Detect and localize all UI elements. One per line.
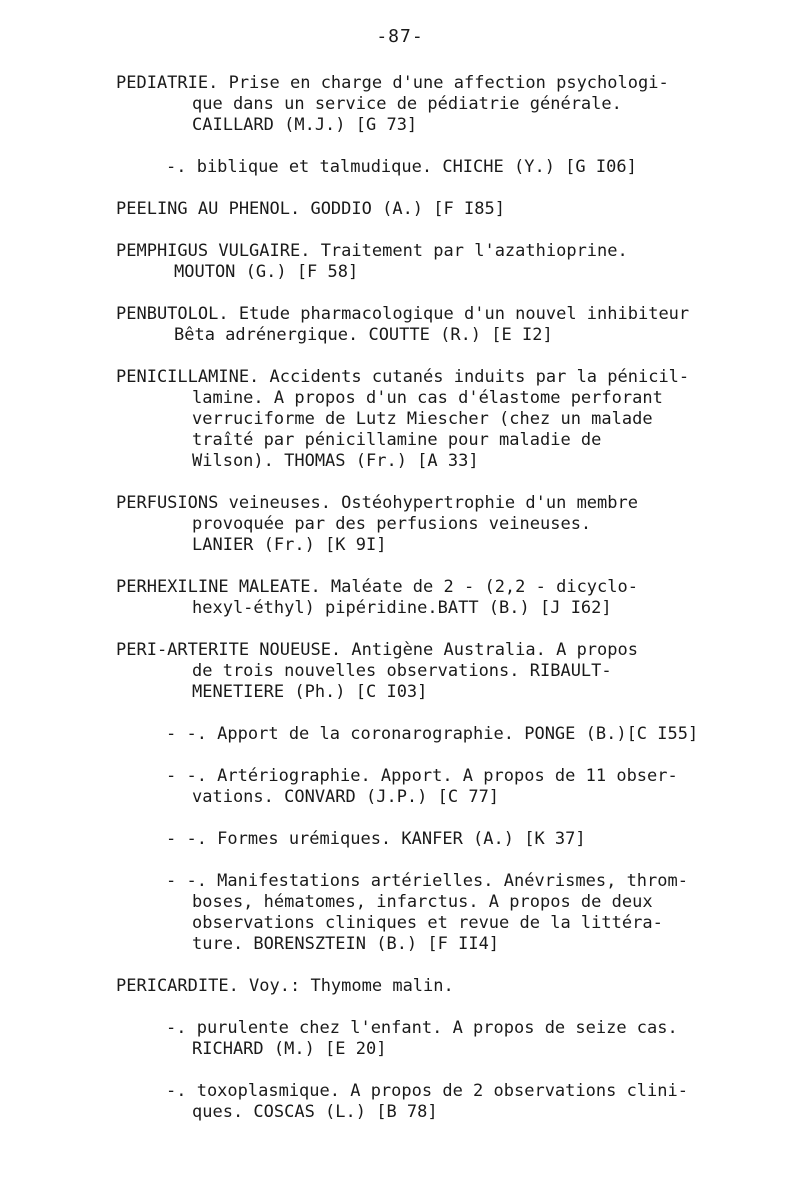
entry-line: ques. COSCAS (L.) [B 78] xyxy=(192,1102,438,1122)
entry-line: - -. Formes urémiques. KANFER (A.) [K 37] xyxy=(166,829,586,849)
entry-line: -. purulente chez l'enfant. A propos de seize cas. xyxy=(166,1018,678,1038)
entry-line: - -. Manifestations artérielles. Anévrismes, throm- xyxy=(166,871,688,891)
entry-line: provoquée par des perfusions veineuses. xyxy=(192,514,592,534)
index-entries xyxy=(116,73,716,1144)
entry-line: PEELING AU PHENOL. GODDIO (A.) [F I85] xyxy=(116,199,505,219)
entry-line: PEMPHIGUS VULGAIRE. Traitement par l'azathioprine. xyxy=(116,241,628,261)
entry-peeling xyxy=(116,199,716,220)
subentry-biblique xyxy=(166,157,716,178)
entry-line: - -. Apport de la coronarographie. PONGE (B.)[C I55] xyxy=(166,724,699,744)
entry-line: PERFUSIONS veineuses. Ostéohypertrophie d'un membre xyxy=(116,493,638,513)
entry-perhexiline xyxy=(116,577,716,619)
entry-line: PENICILLAMINE. Accidents cutanés induits par la pénicil- xyxy=(116,367,690,387)
entry-pediatrie xyxy=(116,73,716,136)
subentry-purulente xyxy=(166,1018,716,1060)
entry-penicillamine xyxy=(116,367,716,472)
entry-pemphigus xyxy=(116,241,716,283)
entry-line: Bêta adrénergique. COUTTE (R.) [E I2] xyxy=(174,325,553,345)
entry-line: MENETIERE (Ph.) [C I03] xyxy=(192,682,428,702)
entry-line: PERI-ARTERITE NOUEUSE. Antigène Australia. A propos xyxy=(116,640,638,660)
entry-line: PERICARDITE. Voy.: Thymome malin. xyxy=(116,976,454,996)
entry-line: MOUTON (G.) [F 58] xyxy=(174,262,359,282)
page-number: -87- xyxy=(376,26,424,47)
subentry-formes-uremiques xyxy=(166,829,716,850)
entry-line: vations. CONVARD (J.P.) [C 77] xyxy=(192,787,500,807)
entry-perfusions xyxy=(116,493,716,556)
entry-line: Wilson). THOMAS (Fr.) [A 33] xyxy=(192,451,479,471)
subentry-coronarographie xyxy=(166,724,716,745)
entry-line: PENBUTOLOL. Etude pharmacologique d'un nouvel inhibiteur xyxy=(116,304,690,324)
entry-line: LANIER (Fr.) [K 9I] xyxy=(192,535,387,555)
entry-line: boses, hématomes, infarctus. A propos de deux xyxy=(192,892,653,912)
entry-line: de trois nouvelles observations. RIBAULT- xyxy=(192,661,612,681)
entry-line: observations cliniques et revue de la littéra- xyxy=(192,913,663,933)
entry-line: -. toxoplasmique. A propos de 2 observations clini- xyxy=(166,1081,688,1101)
entry-line: lamine. A propos d'un cas d'élastome perforant xyxy=(192,388,663,408)
subentry-manifestations xyxy=(166,871,716,955)
entry-line: RICHARD (M.) [E 20] xyxy=(192,1039,387,1059)
entry-line: hexyl-éthyl) pipéridine.BATT (B.) [J I62] xyxy=(192,598,612,618)
entry-line: verruciforme de Lutz Miescher (chez un malade xyxy=(192,409,653,429)
entry-line: CAILLARD (M.J.) [G 73] xyxy=(192,115,418,135)
entry-peri-arterite xyxy=(116,640,716,703)
subentry-toxoplasmique xyxy=(166,1081,716,1123)
entry-line: PEDIATRIE. Prise en charge d'une affection psychologi- xyxy=(116,73,669,93)
entry-penbutolol xyxy=(116,304,716,346)
entry-line: - -. Artériographie. Apport. A propos de 11 obser- xyxy=(166,766,678,786)
entry-line: -. biblique et talmudique. CHICHE (Y.) [G I06] xyxy=(166,157,637,177)
entry-line: ture. BORENSZTEIN (B.) [F II4] xyxy=(192,934,500,954)
entry-line: PERHEXILINE MALEATE. Maléate de 2 - (2,2 - dicyclo- xyxy=(116,577,638,597)
subentry-arteriographie xyxy=(166,766,716,808)
entry-line: traîté par pénicillamine pour maladie de xyxy=(192,430,602,450)
entry-pericardite xyxy=(116,976,716,997)
entry-line: que dans un service de pédiatrie générale. xyxy=(192,94,622,114)
